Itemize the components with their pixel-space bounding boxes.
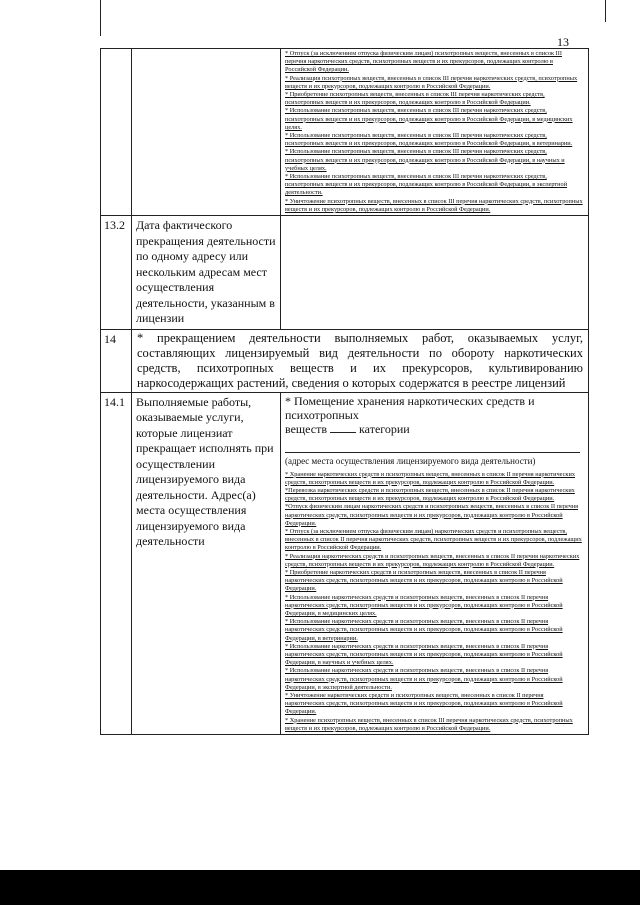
activity-item: * Хранение наркотических средств и психотропных веществ, внесенных в список II перечня наркотических средств, психотропных веществ и их прекурсоров, подлежащих контролю в Российской Федерации. — [285, 470, 575, 486]
address-input-line[interactable] — [285, 438, 580, 453]
page-number: 13 — [557, 35, 569, 49]
works-and-address-value — [281, 393, 588, 735]
row-number: 13.2 — [101, 216, 132, 329]
activity-item: * Использование наркотических средств и психотропных веществ, внесенных в список II перечня наркотических средств, психотропных веществ и их прекурсоров, подлежащих контролю в Российской Федерации, в ветеринарии. — [285, 618, 563, 642]
activity-item: * Использование психотропных веществ, внесенных в список III перечня наркотических средств, психотропных веществ и их прекурсоров, подлежащих контролю в Российской Федерации, в медицинских целях. — [285, 107, 573, 131]
activity-list-narcotic-list-2 — [285, 471, 584, 734]
row-13-2 — [101, 216, 588, 330]
termination-date-label: Дата фактического прекращения деятельности по одному адресу или нескольким адресам мест осуществления деятельности, указанным в лицензии — [132, 216, 281, 329]
row-14 — [101, 330, 588, 393]
row-14-1 — [101, 393, 588, 735]
termination-date-value[interactable] — [281, 216, 588, 329]
row-13-1-continuation — [101, 49, 588, 216]
activity-item: * Использование психотропных веществ, внесенных в список III перечня наркотических средств, психотропных веществ и их прекурсоров, подлежащих контролю в Российской Федерации, в экспертной деятельности. — [285, 173, 568, 197]
activity-item: * Реализация наркотических средств и психотропных веществ, внесенных в список II перечня наркотических средств, психотропных веществ и их прекурсоров, подлежащих контролю в Российской Федерации. — [285, 552, 580, 568]
activity-item: * Реализация психотропных веществ, внесенных в список III перечня наркотических средств, психотропных веществ и их прекурсоров, подлежащих контролю в Российской Федерации. — [285, 74, 578, 90]
activity-item: * Приобретение психотропных веществ, внесенных в список III перечня наркотических средств, психотропных веществ и их прекурсоров, подлежащих контролю в Российской Федерации. — [285, 91, 545, 107]
scan-bottom-edge — [0, 870, 640, 905]
activity-item: * Отпуск (за исключением отпуска физическим лицам) психотропных веществ, внесенных в список III перечня наркотических средств, психотропных веществ и их прекурсоров, подлежащих контролю в Российской Федерации. — [285, 50, 562, 74]
licence-form-table — [100, 48, 589, 735]
activity-item: * Хранение психотропных веществ, внесенных в список III перечня наркотических средств, психотропных веществ и их прекурсоров, подлежащих контролю в Российской Федерации. — [285, 716, 573, 732]
activity-item: * Отпуск (за исключением отпуска физическим лицам) наркотических средств и психотропных веществ, внесенных в список II перечня наркотических средств, психотропных веществ и их прекурсоров, подлежащих контролю в Российской Федерации. — [285, 527, 582, 552]
activity-item: *Отпуск физическим лицам наркотических средств и психотропных веществ, внесенных в список II перечня наркотических средств, психотропных веществ и их прекурсоров, подлежащих контролю в Российской Федерации. — [285, 503, 579, 527]
margin-rule-right — [605, 0, 606, 22]
activity-item: * Использование наркотических средств и психотропных веществ, внесенных в список II перечня наркотических средств, психотропных веществ и их прекурсоров, подлежащих контролю в Российской Федерации, в научных и учебных целях. — [285, 642, 563, 667]
activity-item: * Приобретение наркотических средств и психотропных веществ, внесенных в список II перечня наркотических средств, психотропных веществ и их прекурсоров, подлежащих контролю в Российской Федерации. — [285, 569, 563, 593]
margin-rule-left — [100, 0, 101, 36]
activity-list-psychotropic-list-3 — [281, 49, 588, 215]
section-14-heading: * прекращением деятельности выполняемых работ, оказываемых услуг, составляющих лицензируемый вид деятельности по обороту наркотических средств, психотропных веществ и их прекурсоров, культивированию наркосодержащих растений, сведения о которых содержатся в реестре лицензий — [137, 330, 583, 390]
activity-item: * Использование психотропных веществ, внесенных в список III перечня наркотических средств, психотропных веществ и их прекурсоров, подлежащих контролю в Российской Федерации, в ветеринарии. — [285, 132, 573, 148]
row-label-cell — [132, 49, 281, 215]
row-number: 14.1 — [101, 393, 132, 735]
storage-premises-line: * Помещение хранения наркотических средств и психотропных веществ категории — [285, 393, 535, 436]
works-and-address-label: Выполняемые работы, оказываемые услуги, которые лицензиат прекращает исполнять при осуществлении лицензируемого вида деятельности. Адрес(а) места осуществления лицензируемого вида деятельности — [132, 393, 281, 735]
activity-item: * Использование наркотических средств и психотропных веществ, внесенных в список II перечня наркотических средств, психотропных веществ и их прекурсоров, подлежащих контролю в Российской Федерации, в медицинских целях. — [285, 593, 563, 618]
activity-item: *Перевозка наркотических средств и психотропных веществ, внесенных в список II перечня наркотических средств, психотропных веществ и их прекурсоров, подлежащих контролю в Российской Федерации. — [285, 486, 575, 503]
activity-item: * Использование психотропных веществ, внесенных в список III перечня наркотических средств, психотропных веществ и их прекурсоров, подлежащих контролю в Российской Федерации, в научных и учебных целях. — [285, 148, 565, 172]
row-number: 14 — [101, 330, 132, 392]
activity-item: * Уничтожение психотропных веществ, внесенных в список III перечня наркотических средств, психотропных веществ и их прекурсоров, подлежащих контролю в Российской Федерации. — [285, 197, 583, 213]
activity-item: * Уничтожение наркотических средств и психотропных веществ, внесенных в список II перечня наркотических средств, психотропных веществ и их прекурсоров, подлежащих контролю в Российской Федерации. — [285, 692, 563, 716]
address-caption: (адрес места осуществления лицензируемого вида деятельности) — [285, 455, 536, 466]
row-number-cell — [101, 49, 132, 215]
category-blank-field[interactable] — [330, 422, 356, 433]
activity-item: * Использование наркотических средств и психотропных веществ, внесенных в список II перечня наркотических средств, психотропных веществ и их прекурсоров, подлежащих контролю в Российской Федерации, в экспертной деятельности. — [285, 667, 563, 691]
